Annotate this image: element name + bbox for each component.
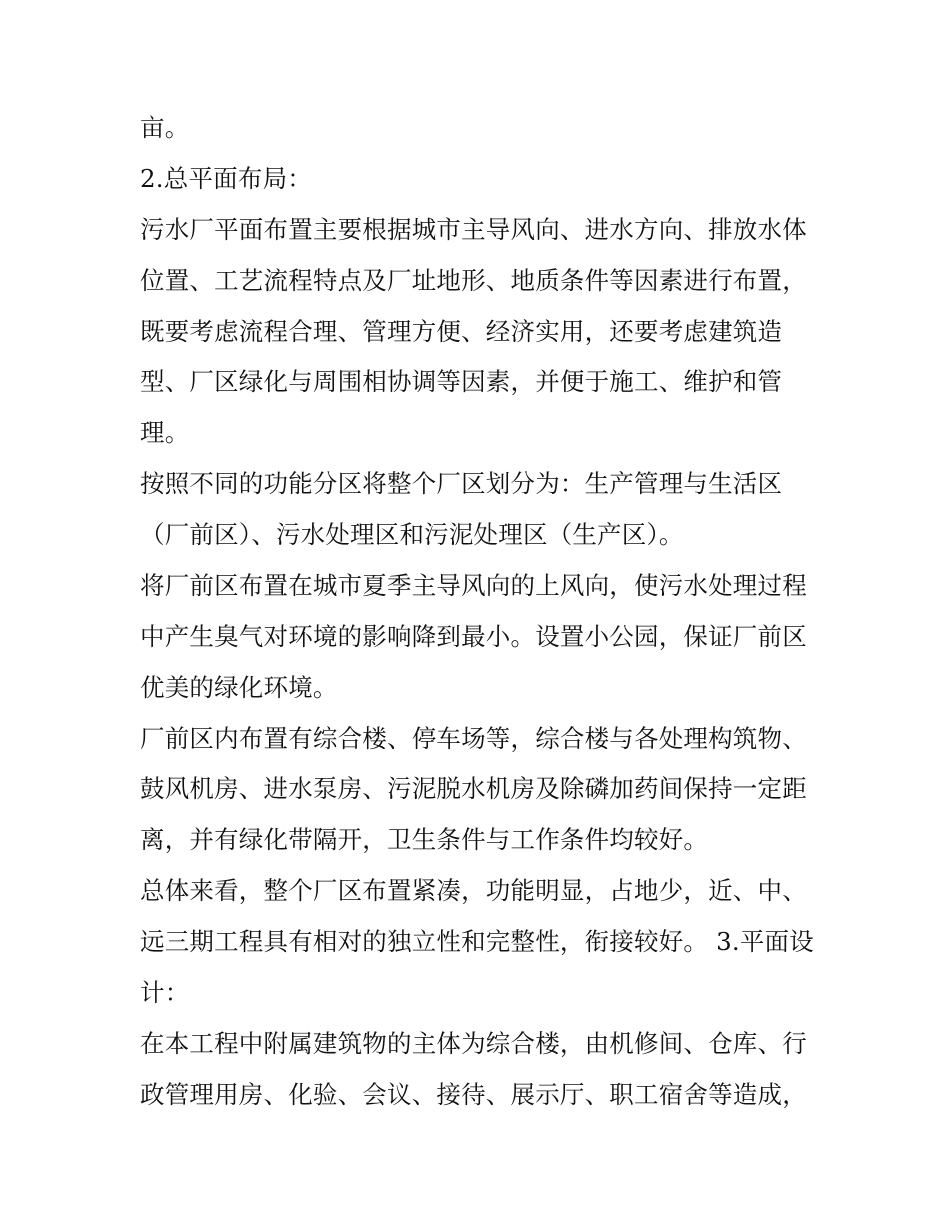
text-line-16: 总体来看，整个厂区布置紧凑，功能明显，占地少，近、中、	[140, 876, 807, 905]
text-line-3: 污水厂平面布置主要根据城市主导风向、进水方向、排放水体	[140, 215, 807, 244]
text-line-12: 优美的绿化环境。	[140, 673, 338, 702]
text-line-15: 离，并有绿化带隔开，卫生条件与工作条件均较好。	[140, 825, 709, 854]
text-line-17: 远三期工程具有相对的独立性和完整性，衔接较好。 3.平面设	[140, 927, 814, 956]
text-line-14: 鼓风机房、进水泵房、污泥脱水机房及除磷加药间保持一定距	[140, 774, 807, 803]
text-line-6: 型、厂区绿化与周围相协调等因素，并便于施工、维护和管	[140, 367, 783, 396]
text-line-19: 在本工程中附属建筑物的主体为综合楼，由机修间、仓库、行	[140, 1029, 807, 1058]
text-line-7: 理。	[140, 418, 190, 447]
text-line-13: 厂前区内布置有综合楼、停车场等，综合楼与各处理构筑物、	[140, 724, 807, 753]
text-line-8: 按照不同的功能分区将整个厂区划分为：生产管理与生活区	[140, 469, 783, 498]
text-line-2: 2.总平面布局：	[140, 164, 312, 193]
text-line-5: 既要考虑流程合理、管理方便、经济实用，还要考虑建筑造	[140, 317, 783, 346]
text-line-4: 位置、工艺流程特点及厂址地形、地质条件等因素进行布置，	[140, 266, 807, 295]
text-line-11: 中产生臭气对环境的影响降到最小。设置小公园，保证厂前区	[140, 622, 807, 651]
text-line-18: 计：	[140, 978, 190, 1007]
text-line-10: 将厂前区布置在城市夏季主导风向的上风向，使污水处理过程	[140, 571, 807, 600]
text-line-1: 亩。	[140, 113, 190, 142]
text-line-9: （厂前区）、污水处理区和污泥处理区（生产区）。	[140, 520, 684, 549]
text-line-20: 政管理用房、化验、会议、接待、展示厅、职工宿舍等造成，	[140, 1080, 807, 1109]
